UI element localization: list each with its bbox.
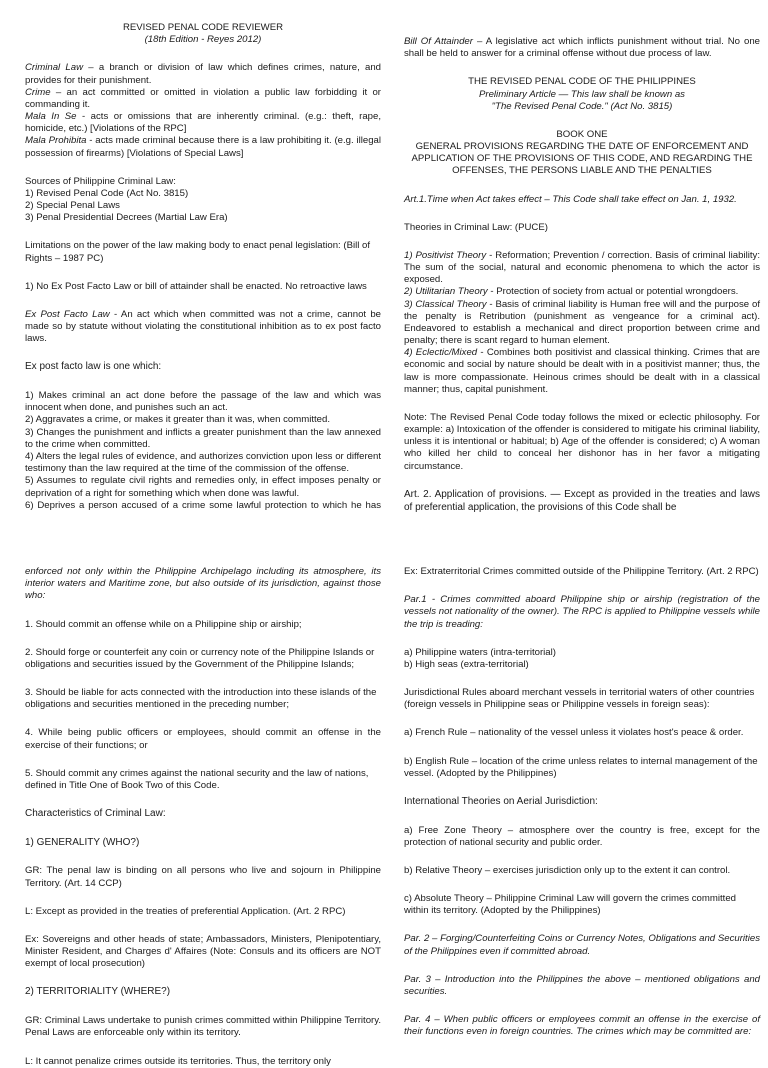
ex-post-item: 3) Changes the punishment and inflicts a greater punishment than the law annexed to the crime when committed.	[25, 426, 381, 450]
source-item: 2) Special Penal Laws	[25, 200, 120, 212]
utilitarian-theory	[404, 286, 760, 298]
theories-heading: Theories in Criminal Law: (PUCE)	[404, 221, 548, 233]
mala-prohibita-text: - acts made criminal because there is a law prohibiting it. (e.g. illegal possession of firearms) [Violations of Special Laws]	[25, 135, 381, 159]
page1-right-column	[404, 36, 760, 514]
application-item: 3. Should be liable for acts connected with the introduction into these islands of the obligations and securities mentioned in the preceding number;	[25, 687, 377, 711]
classical-theory	[404, 299, 760, 348]
high-seas: b) High seas (extra-territorial)	[404, 658, 529, 670]
eclectic-text: - Combines both positivist and classical thinking. Crimes that are economic and social by nature should be dealt with in a positivist manner; thus, the law is more compassionate. Heinous crimes should be dealt with in a classical manner; thus, capital punishment.	[404, 347, 760, 395]
bill-of-attainder-definition	[404, 36, 760, 60]
criminal-law-definition	[25, 62, 381, 86]
jurisdictional-rules: Jurisdictional Rules aboard merchant vessels in territorial waters of other countries (foreign vessels in Philippine seas or Philippine vessels in foreign seas):	[404, 687, 755, 711]
article-one: Art.1.Time when Act takes effect – This Code shall take effect on Jan. 1, 1932.	[404, 193, 737, 205]
crime-definition	[25, 87, 381, 111]
application-item: 1. Should commit an offense while on a Philippine ship or airship;	[25, 618, 302, 630]
page-two	[0, 512, 768, 1067]
eclectic-term: 4) Eclectic/Mixed	[404, 347, 478, 359]
eclectic-note: Note: The Revised Penal Code today follows the mixed or eclectic philosophy. For example: a) Intoxication of the offender is considered to mitigate his criminal liability, unless it is intentional or habitual; b) Age of the offender is considered; c) A woman who killed her child to conceal her dishonor has in her favor a mitigating circumstance.	[404, 411, 760, 472]
ex-post-facto-term: Ex Post Facto Law	[25, 308, 110, 320]
mala-in-se-term: Mala In Se	[25, 111, 77, 123]
source-item: 1) Revised Penal Code (Act No. 3815)	[25, 187, 189, 199]
ex-post-facto-heading: Ex post facto law is one which:	[25, 361, 162, 373]
characteristics-heading: Characteristics of Criminal Law:	[25, 808, 166, 820]
criminal-law-term: Criminal Law	[25, 62, 84, 74]
absolute-theory: c) Absolute Theory – Philippine Criminal Law will govern the crimes committed within its territory. (Adopted by the Philippines)	[404, 893, 737, 917]
positivist-theory	[404, 250, 760, 287]
limitations-paragraph: Limitations on the power of the law making body to enact penal legislation: (Bill of Rights – 1987 PC)	[25, 240, 371, 264]
sources-heading: Sources of Philippine Criminal Law:	[25, 175, 176, 187]
english-rule: b) English Rule – location of the crime unless relates to internal management of the vessel. (Adopted by the Philippines)	[404, 755, 758, 779]
preliminary-article: Preliminary Article — This law shall be known as	[479, 88, 685, 100]
ex-post-item: 1) Makes criminal an act done before the passage of the law and which was innocent when done, and punishes such an act.	[25, 390, 381, 414]
eclectic-theory	[404, 347, 760, 396]
free-zone-theory: a) Free Zone Theory – atmosphere over the country is free, except for the protection of national security and public order.	[404, 824, 760, 848]
paragraph-one: Par.1 - Crimes committed aboard Philippine ship or airship (registration of the vessels not nationality of the owner). The RPC is applied to Philippine vessels while the trip is treading:	[404, 594, 760, 630]
source-item: 3) Penal Presidential Decrees (Martial Law Era)	[25, 212, 228, 224]
paragraph-two: Par. 2 – Forging/Counterfeiting Coins or Currency Notes, Obligations and Securities of the Philippines even if committed abroad.	[404, 933, 760, 957]
utilitarian-text: - Protection of society from actual or potential wrongdoers.	[487, 286, 739, 298]
no-ex-post-paragraph: 1) No Ex Post Facto Law or bill of attainder shall be enacted. No retroactive laws	[25, 280, 367, 292]
page2-right-column	[404, 566, 760, 1038]
generality-exception: Ex: Sovereigns and other heads of state; Ambassadors, Ministers, Plenipotentiary, Minister Resident, and Charges d' Affaires (Note: Consuls and its officers are NOT exempt of local prosecution)	[25, 933, 381, 970]
criminal-law-text: – a branch or division of law which defines crimes, nature, and provides for their punishment.	[25, 62, 381, 86]
territoriality-limitation: L: It cannot penalize crimes outside its territories. Thus, the territory only	[25, 1055, 331, 1067]
generality-heading: 1) GENERALITY (WHO?)	[25, 836, 140, 848]
crime-text: – an act committed or omitted in violation a public law forbidding it or commanding it.	[25, 86, 381, 110]
mala-in-se-definition	[25, 111, 381, 135]
mala-prohibita-term: Mala Prohibita	[25, 135, 87, 147]
classical-term: 3) Classical Theory	[404, 298, 487, 310]
ex-post-item: 5) Assumes to regulate civil rights and remedies only, in effect imposes penalty or deprivation of a right for something which when done was lawful.	[25, 475, 381, 499]
territoriality-rule: GR: Criminal Laws undertake to punish crimes committed within Philippine Territory. Penal Laws are enforceable only within its territory.	[25, 1015, 381, 1039]
territoriality-heading: 2) TERRITORIALITY (WHERE?)	[25, 986, 171, 998]
enforced-paragraph: enforced not only within the Philippine Archipelago including its atmosphere, its interior waters and Maritime zone, but also outside of its jurisdiction, against those who:	[25, 566, 381, 602]
application-item: 5. Should commit any crimes against the national security and the law of nations, defined in Title One of Book Two of this Code.	[25, 767, 369, 791]
generality-limitation: L: Except as provided in the treaties of preferential Application. (Art. 2 RPC)	[25, 905, 346, 917]
page2-left-column	[25, 566, 381, 1068]
classical-text: - Basis of criminal liability is Human free will and the purpose of the penalty is Retribution (punishment as vengeance for a criminal act). Endeavored to establish a mechanical and direct proportion between crime and penalty; there is scant regard to human element.	[404, 298, 760, 347]
ex-post-item: 2) Aggravates a crime, or makes it greater than it was, when committed.	[25, 414, 330, 426]
extraterritorial-example: Ex: Extraterritorial Crimes committed outside of the Philippine Territory. (Art. 2 RPC)	[404, 566, 759, 577]
generality-rule: GR: The penal law is binding on all persons who live and sojourn in Philippine Territory. (Art. 14 CCP)	[25, 865, 381, 889]
bill-of-attainder-term: Bill Of Attainder	[404, 36, 473, 47]
general-provisions-heading: GENERAL PROVISIONS REGARDING THE DATE OF ENFORCEMENT AND APPLICATION OF THE PROVISIONS OF THIS CODE, AND REGARDING THE OFFENSES, THE PERSONS LIABLE AND THE PENALTIES	[411, 141, 753, 177]
aerial-heading: International Theories on Aerial Jurisdiction:	[404, 795, 598, 807]
book-one-heading: BOOK ONE	[556, 128, 608, 140]
page1-left-column	[25, 22, 381, 536]
ex-post-item: 6) Deprives a person accused of a crime some lawful protection to which he has	[25, 499, 381, 511]
paragraph-four: Par. 4 – When public officers or employees commit an offense in the exercise of their functions even in foreign countries. The crimes which may be committed are:	[404, 1014, 760, 1038]
reviewer-title: REVISED PENAL CODE REVIEWER	[122, 22, 284, 33]
philippine-waters: a) Philippine waters (intra-territorial)	[404, 646, 556, 658]
crime-term: Crime	[25, 86, 51, 98]
page-one	[0, 0, 768, 512]
edition-subtitle: (18th Edition - Reyes 2012)	[144, 34, 262, 46]
mala-in-se-text: - acts or omissions that are inherently criminal. (e.g.: theft, rape, homicide, etc.) [Violations of the RPC]	[25, 111, 381, 135]
positivist-term: 1) Positivist Theory	[404, 249, 487, 261]
bill-of-attainder-text: – A legislative act which inflicts punishment without trial. No one shall be held to answer for a criminal offense without due process of law.	[404, 36, 761, 60]
application-item: 4. While being public officers or employees, should commit an offense in the exercise of their functions; or	[25, 727, 381, 751]
ex-post-facto-text: - An act which when committed was not a crime, cannot be made so by statute without violating the constitutional inhibition as to ex post facto laws.	[25, 308, 381, 345]
rpc-title: THE REVISED PENAL CODE OF THE PHILIPPINES	[468, 76, 696, 88]
article-two: Art. 2. Application of provisions. — Except as provided in the treaties and laws of preferential application, the provisions of this Code shall be	[404, 488, 760, 513]
relative-theory: b) Relative Theory – exercises jurisdiction only up to the extent it can control.	[404, 864, 731, 876]
application-item: 2. Should forge or counterfeit any coin or currency note of the Philippine Islands or obligations and securities issued by the Government of the Philippine Islands;	[25, 646, 375, 670]
paragraph-three: Par. 3 – Introduction into the Philippines the above – mentioned obligations and securities.	[404, 973, 760, 997]
ex-post-facto-definition	[25, 309, 381, 346]
utilitarian-term: 2) Utilitarian Theory	[404, 286, 488, 298]
ex-post-item: 4) Alters the legal rules of evidence, and authorizes conviction upon less or different testimony than the law required at the time of the commission of the offense.	[25, 450, 381, 475]
positivist-text: - Reformation; Prevention / correction. Basis of criminal liability: The sum of the social, natural and economic phenomena to which the actor is exposed.	[404, 249, 760, 286]
french-rule: a) French Rule – nationality of the vessel unless it violates host's peace & order.	[404, 727, 744, 739]
mala-prohibita-definition	[25, 135, 381, 159]
preliminary-article-name: "The Revised Penal Code." (Act No. 3815)	[491, 100, 673, 112]
